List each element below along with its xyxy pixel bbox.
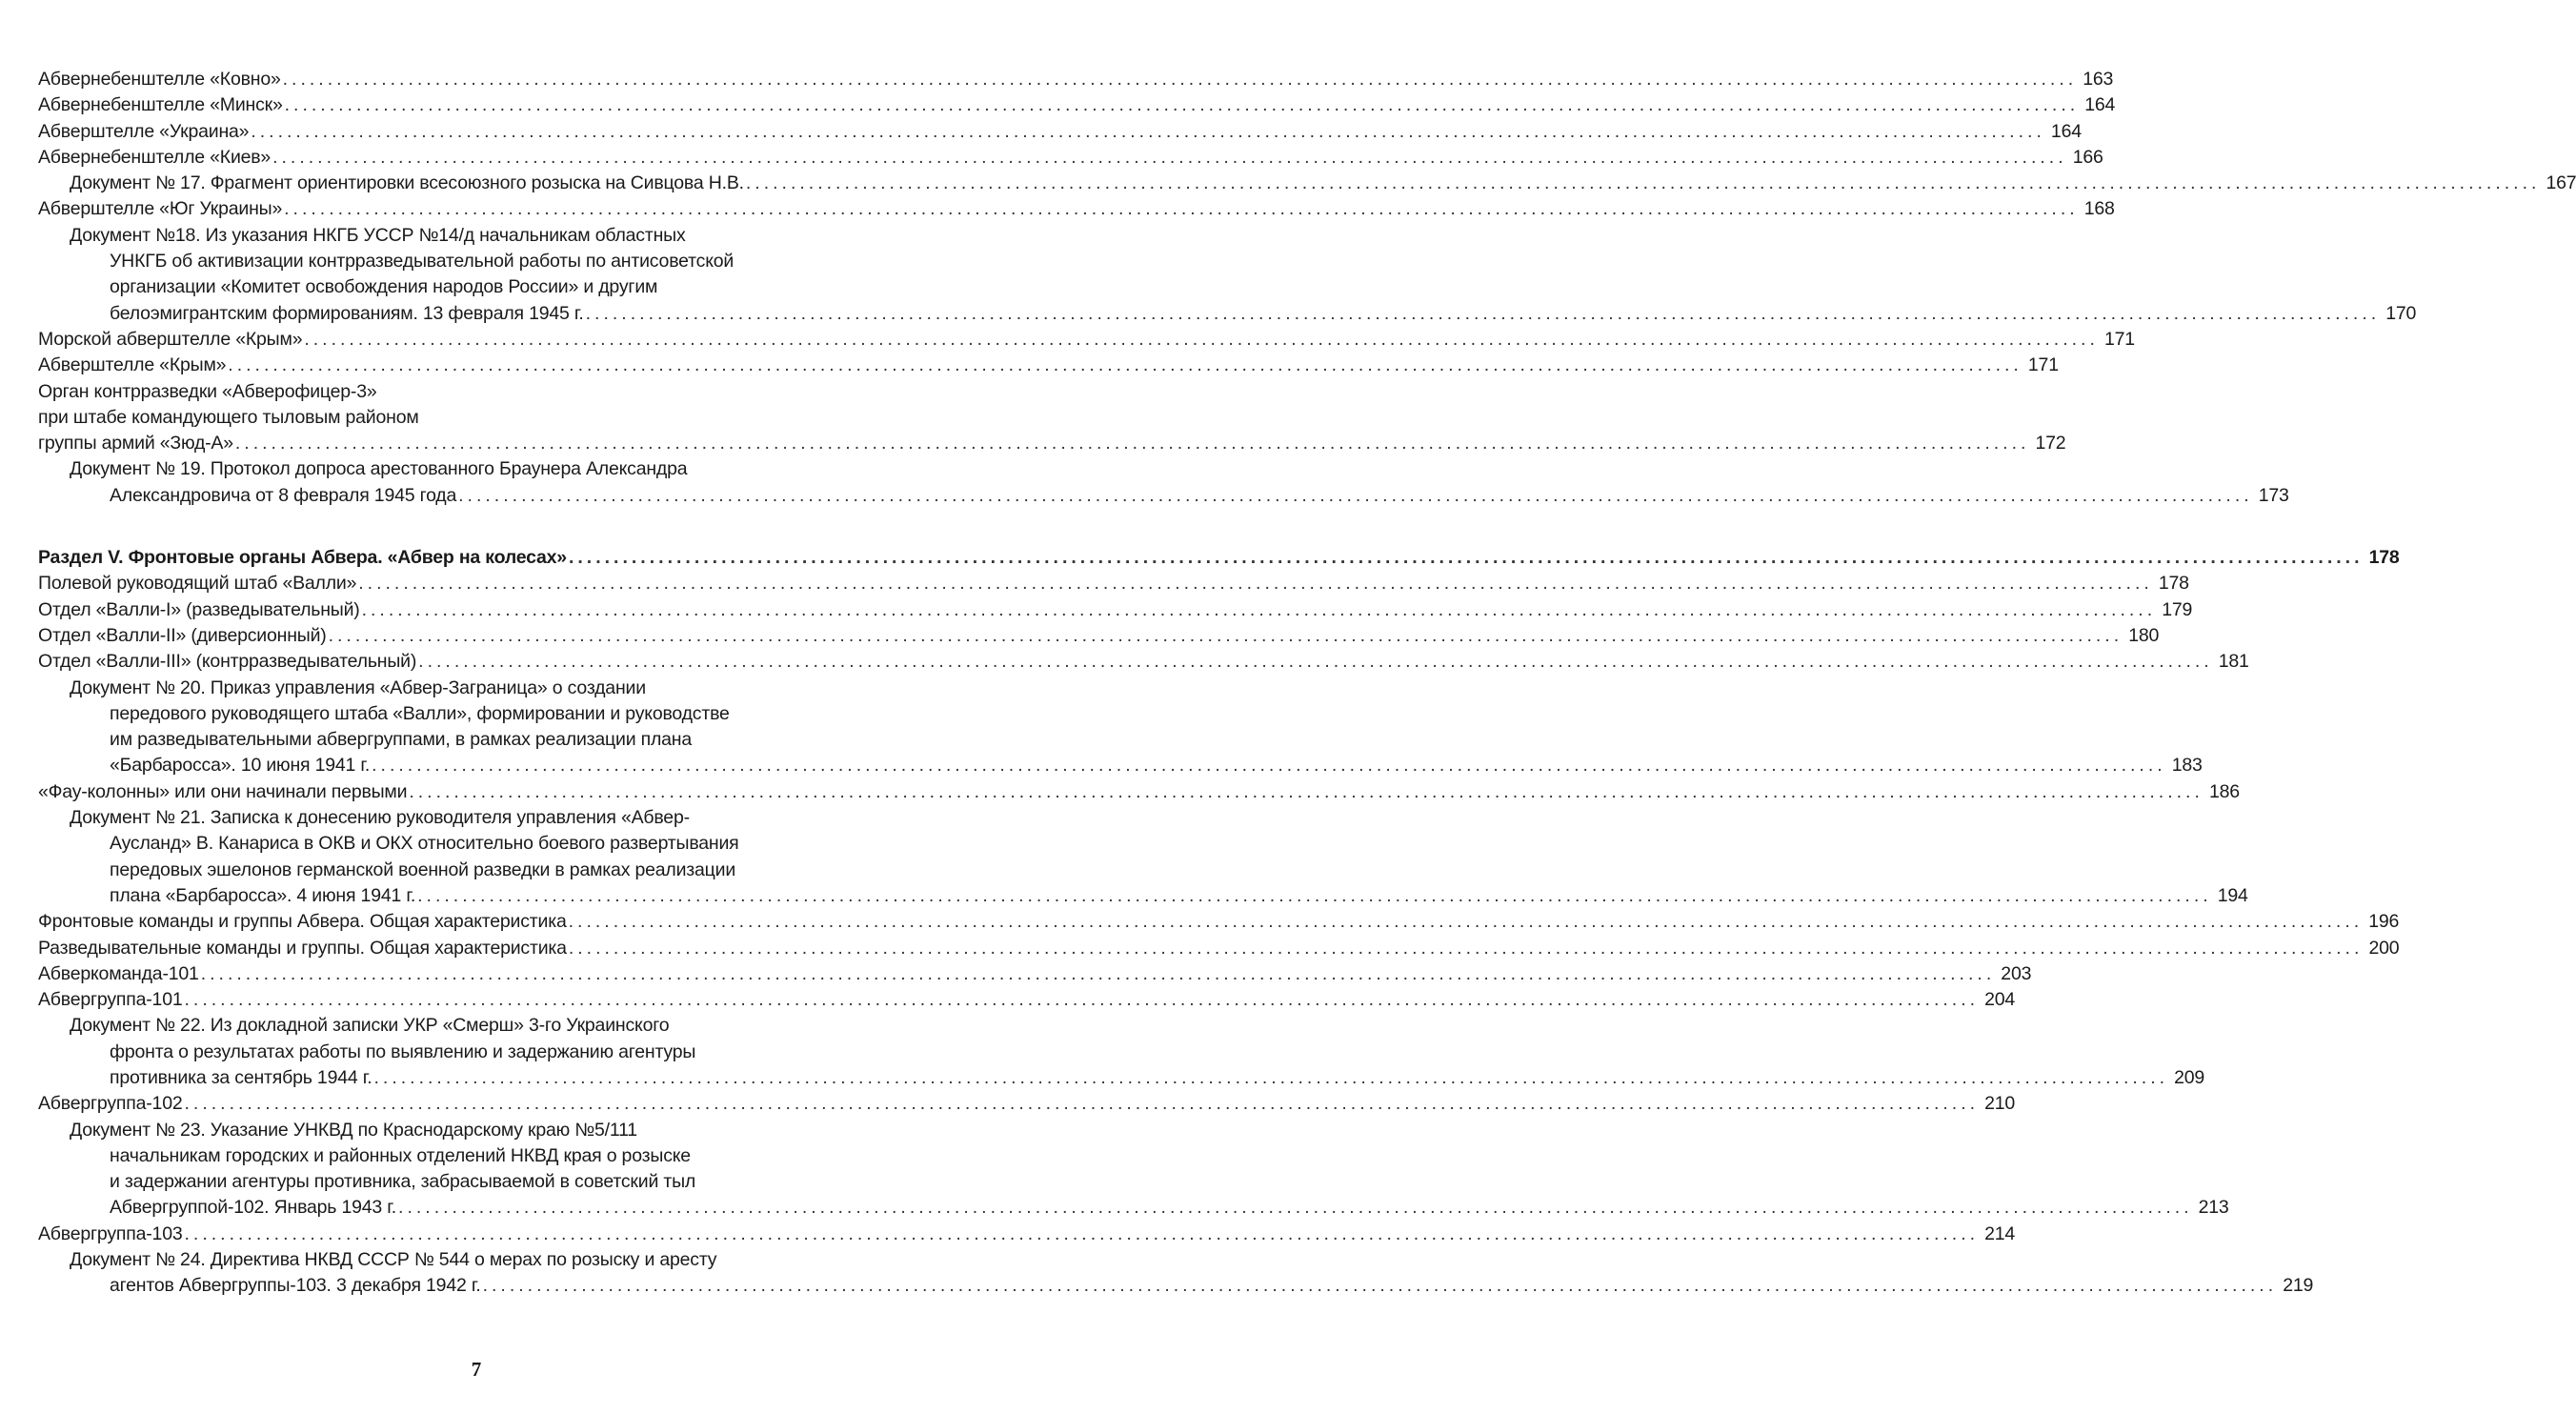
toc-entry: [38, 623, 2160, 649]
toc-entry-text: УНКГБ об активизации контрразведывательной работы по антисоветской: [110, 251, 735, 273]
leader-dots: ........................................................................................................................................................................................................: [200, 962, 1996, 984]
leader-dots: ........................................................................................................................................................................................................: [328, 624, 2123, 646]
toc-entry-text: группы армий «Зюд-А»: [38, 433, 233, 454]
toc-document-entry: [38, 456, 2289, 509]
leader-dots: ........................................................................................................................................................................................................: [184, 1093, 1980, 1115]
toc-entry: [38, 597, 2193, 623]
toc-page-number: 214: [1984, 1222, 2016, 1244]
leader-dots: ........................................................................................................................................................................................................: [568, 911, 2364, 933]
toc-line: [70, 1143, 835, 1169]
toc-line: [70, 1040, 835, 1065]
toc-page-number: 163: [2083, 69, 2114, 90]
toc-line: [70, 456, 835, 482]
toc-page-number: 171: [2027, 354, 2059, 376]
toc-document-entry: [38, 1247, 2314, 1300]
leader-dots: ........................................................................................................................................................................................................: [409, 780, 2204, 802]
toc-line: [70, 727, 835, 753]
toc-page-number: 167: [2546, 172, 2576, 194]
toc-entry-text: Отдел «Валли-III» (контрразведывательный): [38, 651, 417, 673]
toc-line: [38, 961, 2032, 987]
leader-dots: ........................................................................................................................................................................................................: [482, 1275, 2278, 1297]
toc-document-entry: [38, 223, 2417, 327]
toc-entry: [38, 961, 2032, 987]
toc-line: [70, 249, 835, 274]
leader-dots: ........................................................................................................................................................................................................: [585, 302, 2381, 324]
toc-entry-text: Разведывательные команды и группы. Общая характеристика: [38, 937, 567, 959]
toc-line: [38, 196, 2115, 222]
leader-dots: ........................................................................................................................................................................................................: [272, 146, 2067, 168]
leader-dots: ........................................................................................................................................................................................................: [568, 937, 2364, 959]
leader-dots: ........................................................................................................................................................................................................: [251, 120, 2045, 142]
toc-part-heading: [38, 545, 2400, 571]
leader-dots: ........................................................................................................................................................................................................: [417, 884, 2212, 906]
toc-page-number: 204: [1984, 989, 2016, 1011]
toc-entry-text: передового руководящего штаба «Валли», формировании и руководстве: [110, 702, 730, 724]
toc-line: [70, 1195, 2229, 1221]
page-number: 7: [471, 1358, 482, 1381]
toc-line: [38, 1222, 2016, 1247]
toc-entry: [38, 649, 2249, 675]
leader-dots: ........................................................................................................................................................................................................: [361, 598, 2157, 620]
toc-line: [70, 1169, 835, 1195]
toc-entry: [38, 571, 2189, 596]
toc-line: [38, 327, 2135, 353]
toc-line: [38, 623, 2160, 649]
toc-entry-text: Отдел «Валли-I» (разведывательный): [38, 598, 360, 620]
toc-entry-text: Абверштелле «Крым»: [38, 354, 227, 376]
toc-entry-text: Орган контрразведки «Абверофицер-3»: [38, 380, 377, 402]
toc-line: [70, 883, 2248, 909]
toc-entry-text: передовых эшелонов германской военной разведки в рамках реализации: [110, 858, 736, 880]
toc-page-number: 172: [2035, 433, 2066, 454]
toc-line: [38, 779, 2240, 805]
toc-page-number: 171: [2103, 328, 2135, 350]
toc-page-number: 196: [2368, 911, 2400, 933]
toc-line: [38, 597, 2193, 623]
toc-line: [70, 701, 835, 727]
toc-line: [70, 301, 2417, 327]
toc-entry-text: Абвернебенштелле «Киев»: [38, 146, 272, 168]
toc-line: [38, 67, 2114, 92]
toc-entry-text: при штабе командующего тыловым районом: [38, 406, 419, 428]
toc-page-number: 209: [2174, 1066, 2205, 1088]
toc-page-number: 164: [2050, 120, 2082, 142]
toc-document-entry: [38, 1013, 2205, 1091]
toc-entry-text: противника за сентябрь 1944 г.: [110, 1066, 372, 1088]
toc-entry-text: и задержании агентуры противника, забрасываемой в советский тыл: [110, 1171, 696, 1193]
leader-dots: ........................................................................................................................................................................................................: [184, 1222, 1980, 1244]
toc-page-number: 166: [2072, 146, 2103, 168]
toc-line: [70, 483, 2289, 509]
toc-page-number: 180: [2128, 624, 2160, 646]
toc-line: [38, 92, 2116, 118]
toc-line: [38, 936, 2400, 961]
toc-entry-text: Абверштелле «Украина»: [38, 120, 250, 142]
leader-dots: ........................................................................................................................................................................................................: [372, 755, 2166, 777]
toc-line: [38, 1091, 2016, 1117]
toc-line: [38, 649, 2249, 675]
toc-entry-text: «Барбаросса». 10 июня 1941 г.: [110, 755, 371, 777]
toc-line: [70, 858, 835, 883]
toc-line: [70, 1065, 2205, 1091]
toc-document-entry: [38, 1118, 2229, 1222]
leader-dots: ........................................................................................................................................................................................................: [358, 573, 2153, 595]
toc-page-number: 164: [2084, 94, 2116, 116]
toc-line: [38, 119, 2082, 145]
toc-entry-text: Отдел «Валли-II» (диверсионный): [38, 624, 327, 646]
toc-entry-text: агентов Абвергруппы-103. 3 декабря 1942 г.: [110, 1275, 481, 1297]
toc-entry-text: Александровича от 8 февраля 1945 года: [110, 484, 457, 506]
toc-page-number: 178: [2158, 573, 2189, 595]
leader-dots: ........................................................................................................................................................................................................: [284, 94, 2080, 116]
toc-entry-text: Абвернебенштелле «Минск»: [38, 94, 283, 116]
toc-entry-text: Абверкоманда-101: [38, 962, 199, 984]
toc-entry-text: «Фау-колонны» или они начинали первыми: [38, 780, 408, 802]
toc-line: [38, 145, 2103, 171]
toc-entry-text: Абвергруппа-101: [38, 989, 183, 1011]
toc-page-number: 186: [2208, 780, 2240, 802]
toc-entry-text: Документ № 17. Фрагмент ориентировки всесоюзного розыска на Сивцова Н.В.: [70, 172, 744, 194]
toc-line: [38, 987, 2016, 1013]
toc-entry: [38, 987, 2016, 1013]
toc-entry-text: Фронтовые команды и группы Абвера. Общая характеристика: [38, 911, 567, 933]
toc-page-number: 203: [2001, 962, 2032, 984]
toc-line: [70, 805, 835, 831]
toc-page-number: 213: [2198, 1197, 2229, 1219]
toc-page-number: 210: [1984, 1093, 2016, 1115]
leader-dots: ........................................................................................................................................................................................................: [234, 433, 2030, 454]
toc-entry-text: Абвергруппой-102. Январь 1943 г.: [110, 1197, 397, 1219]
toc-line: [70, 1118, 835, 1143]
toc-entry: [38, 92, 2116, 118]
leader-dots: ........................................................................................................................................................................................................: [282, 69, 2078, 90]
toc-line: [70, 1273, 2314, 1299]
toc-document-entry: [38, 805, 2248, 909]
leader-dots: ........................................................................................................................................................................................................: [228, 354, 2023, 376]
toc-page-number: 181: [2218, 651, 2249, 673]
toc-line: [70, 1013, 835, 1039]
toc-page-number: 200: [2368, 937, 2400, 959]
toc-line: [70, 274, 835, 300]
toc-page-number: 178: [2368, 547, 2400, 569]
leader-dots: ........................................................................................................................................................................................................: [184, 989, 1980, 1011]
toc-entry-text: Документ № 21. Записка к донесению руководителя управления «Абвер-: [70, 807, 690, 829]
toc-entry: [38, 936, 2400, 961]
toc-line: [70, 1247, 835, 1273]
toc-line: [70, 831, 835, 857]
toc-entry-text: Документ №18. Из указания НКГБ УССР №14/д начальникам областных: [70, 224, 686, 246]
leader-dots: ........................................................................................................................................................................................................: [373, 1066, 2169, 1088]
toc-line: [38, 405, 835, 431]
table-of-contents: [38, 67, 2576, 1300]
toc-line: [38, 379, 835, 405]
toc-entry-text: Документ № 22. Из докладной записки УКР «Смерш» 3-го Украинского: [70, 1015, 670, 1037]
leader-dots: ........................................................................................................................................................................................................: [418, 651, 2213, 673]
toc-entry: [38, 1222, 2016, 1247]
toc-entry: [38, 379, 2066, 457]
toc-entry: [38, 779, 2240, 805]
toc-line: [70, 676, 835, 701]
toc-entry: [38, 196, 2115, 222]
toc-entry: [38, 145, 2103, 171]
toc-entry: [38, 353, 2059, 378]
toc-line: [70, 753, 2203, 778]
leader-dots: ........................................................................................................................................................................................................: [398, 1197, 2193, 1219]
toc-page-number: 168: [2083, 198, 2115, 220]
toc-entry-text: белоэмигрантским формированиям. 13 февраля 1945 г.: [110, 302, 584, 324]
toc-page-number: 183: [2171, 755, 2203, 777]
toc-entry: [38, 909, 2400, 935]
toc-entry-text: Абвергруппа-103: [38, 1222, 183, 1244]
toc-page-number: 170: [2385, 302, 2417, 324]
toc-page-number: 179: [2162, 598, 2193, 620]
toc-entry: [38, 327, 2135, 353]
toc-entry-text: начальникам городских и районных отделений НКВД края о розыске: [110, 1144, 691, 1166]
toc-line: [38, 353, 2059, 378]
toc-entry-text: фронта о результатах работы по выявлению и задержанию агентуры: [110, 1040, 696, 1062]
toc-entry-text: Документ № 20. Приказ управления «Абвер-Заграница» о создании: [70, 677, 646, 698]
toc-line: [70, 171, 2576, 196]
toc-entry-text: Аусланд» В. Канариса в ОКВ и ОКХ относительно боевого развертывания: [110, 833, 739, 855]
toc-entry-text: Абвергруппа-102: [38, 1093, 183, 1115]
leader-dots: ........................................................................................................................................................................................................: [458, 484, 2253, 506]
toc-document-entry: [38, 676, 2203, 779]
toc-entry-text: Документ № 23. Указание УНКВД по Краснодарскому краю №5/111: [70, 1119, 637, 1141]
toc-entry-text: Абверштелле «Юг Украины»: [38, 198, 283, 220]
toc-entry: [38, 119, 2082, 145]
toc-entry-text: плана «Барбаросса». 4 июня 1941 г.: [110, 884, 416, 906]
toc-page-number: 194: [2217, 884, 2248, 906]
toc-entry-text: им разведывательными абвергруппами, в рамках реализации плана: [110, 729, 693, 751]
toc-line: [38, 909, 2400, 935]
toc-line: [38, 431, 2066, 456]
toc-page-number: 219: [2283, 1275, 2314, 1297]
toc-line: [38, 571, 2189, 596]
toc-entry: [38, 67, 2114, 92]
leader-dots: ........................................................................................................................................................................................................: [304, 328, 2099, 350]
leader-dots: ........................................................................................................................................................................................................: [745, 172, 2541, 194]
toc-line: [38, 545, 2400, 571]
leader-dots: ........................................................................................................................................................................................................: [568, 547, 2364, 569]
toc-entry-text: Морской абверштелле «Крым»: [38, 328, 303, 350]
toc-entry-text: Абвернебенштелле «Ковно»: [38, 69, 281, 90]
toc-entry-text: организации «Комитет освобождения народов России» и другим: [110, 276, 658, 298]
toc-entry-text: Раздел V. Фронтовые органы Абвера. «Абвер на колесах»: [38, 547, 567, 569]
toc-entry: [38, 1091, 2016, 1117]
toc-entry-text: Полевой руководящий штаб «Валли»: [38, 573, 357, 595]
toc-document-entry: [38, 171, 2576, 196]
leader-dots: ........................................................................................................................................................................................................: [284, 198, 2079, 220]
toc-entry-text: Документ № 24. Директива НКВД СССР № 544 о мерах по розыску и аресту: [70, 1249, 717, 1271]
toc-line: [70, 223, 835, 249]
toc-page-number: 173: [2258, 484, 2289, 506]
toc-entry-text: Документ № 19. Протокол допроса арестованного Браунера Александра: [70, 458, 688, 480]
